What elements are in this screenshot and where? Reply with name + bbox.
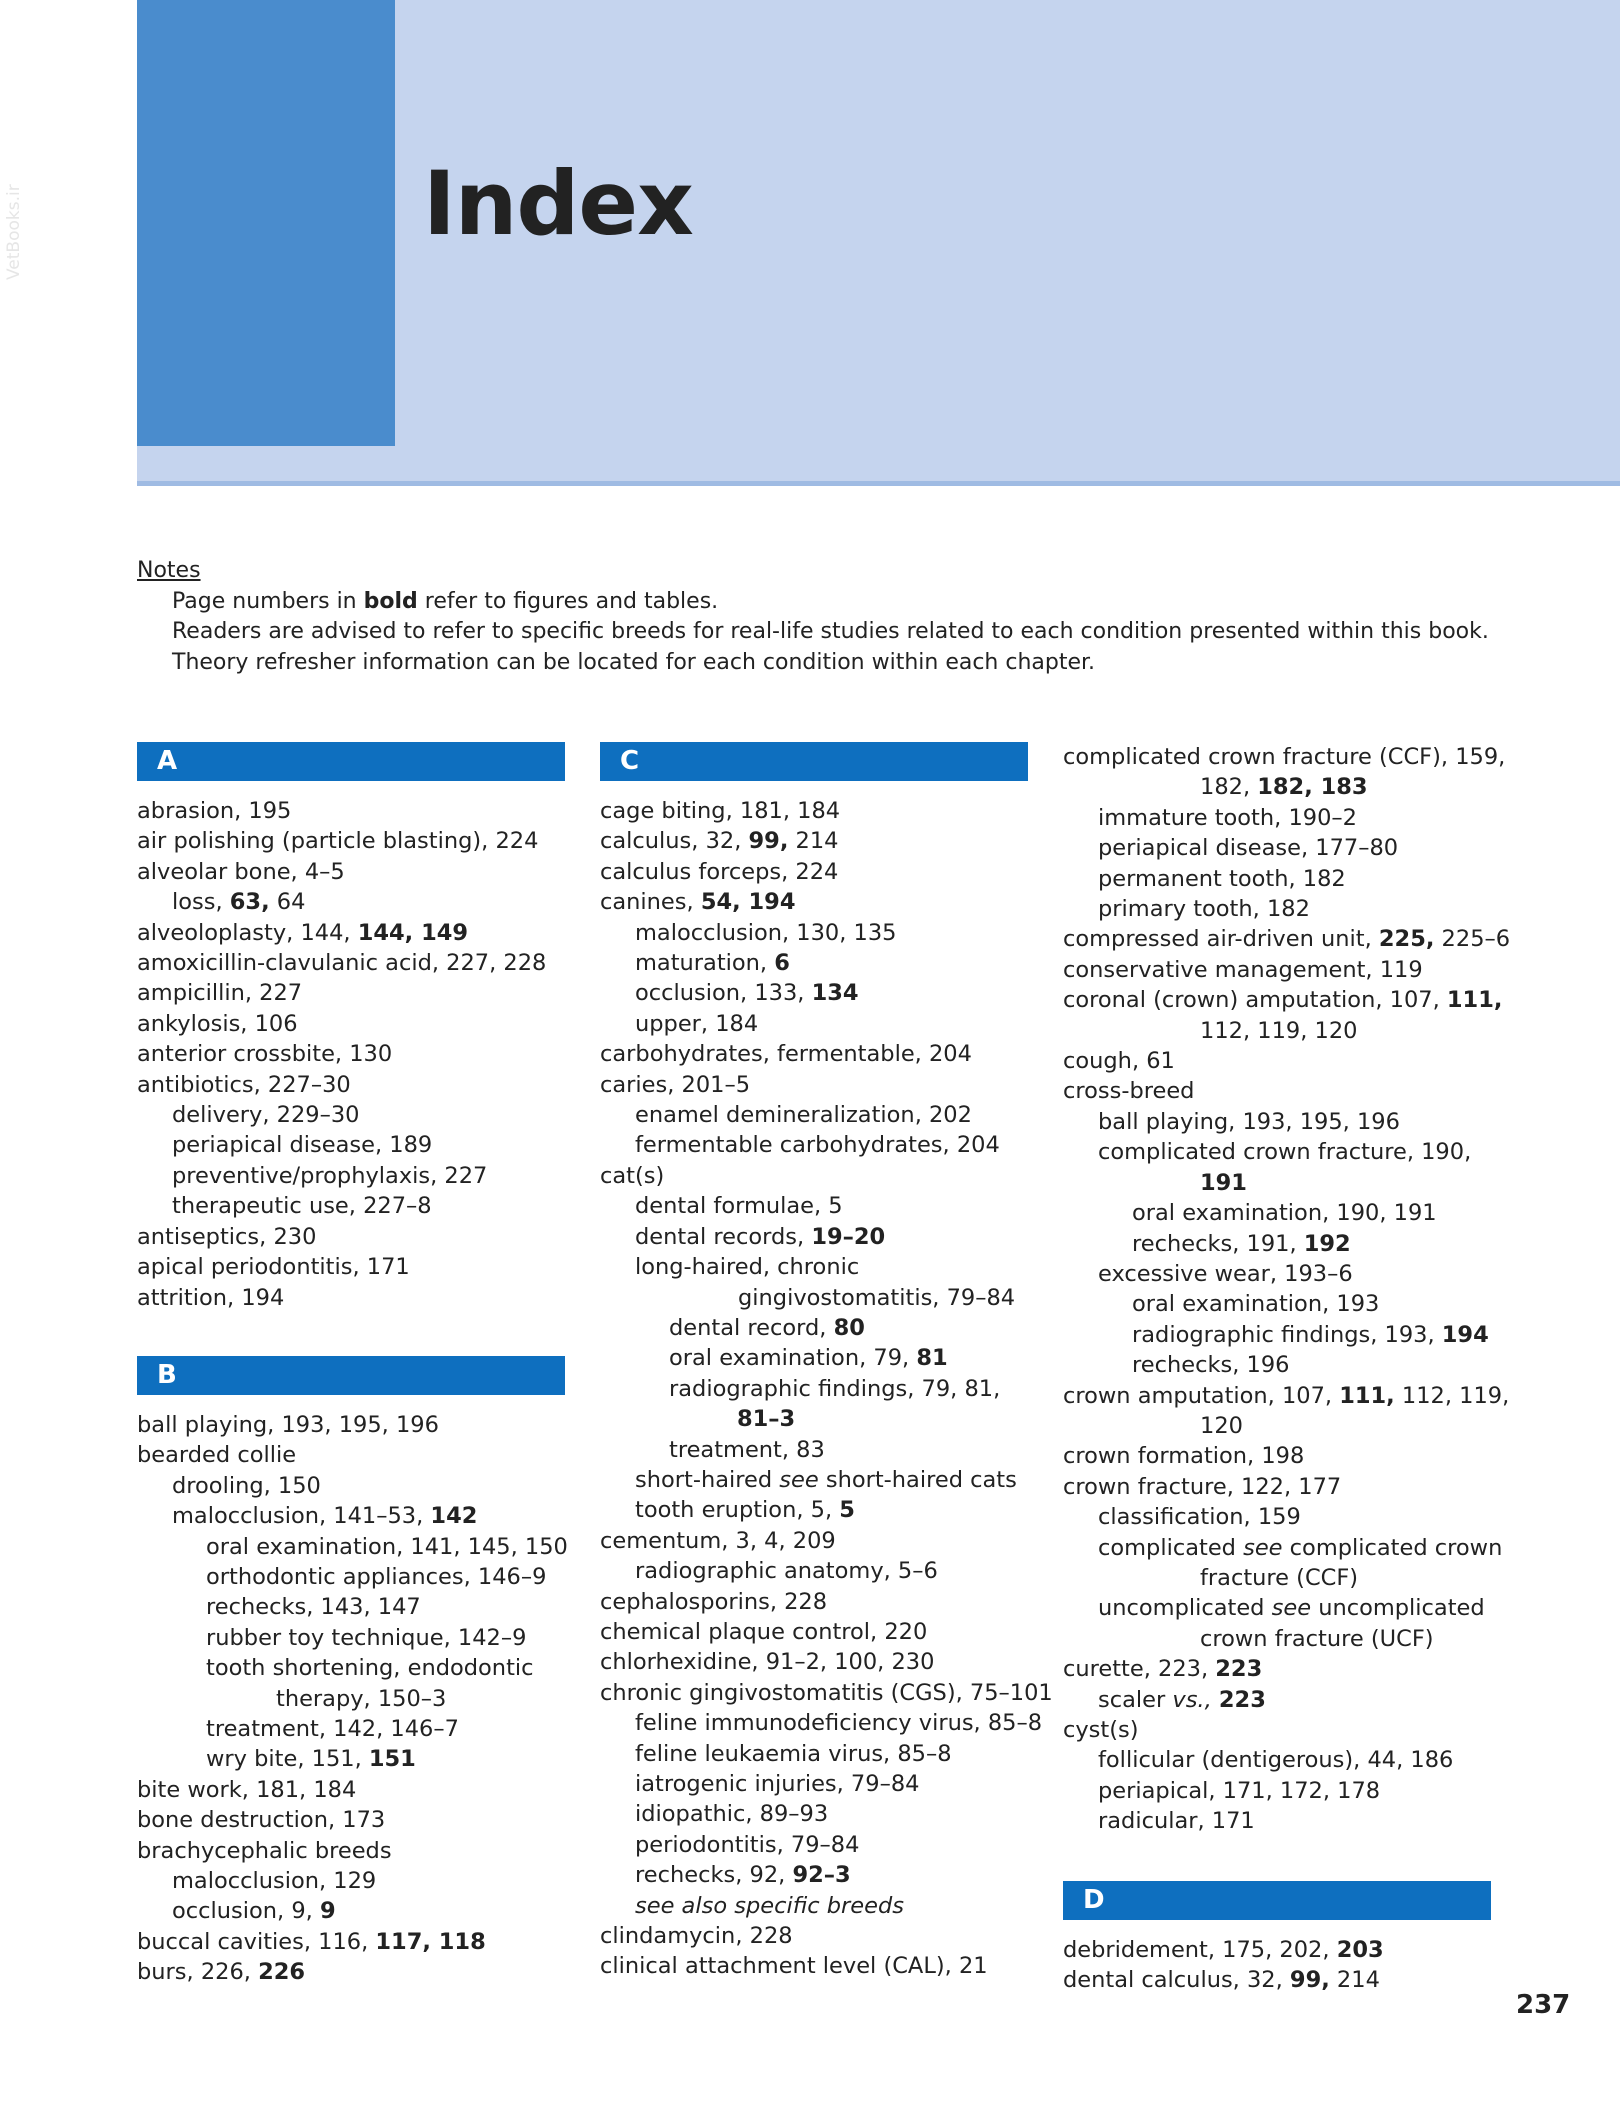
index-entry — [137, 1836, 607, 1866]
index-entry — [600, 1647, 1070, 1677]
entry-text: fracture (CCF) — [1200, 1564, 1359, 1591]
index-entry — [600, 1739, 1070, 1769]
index-entry — [137, 1252, 607, 1282]
entry-text: malocclusion, 130, 135 — [635, 919, 897, 946]
index-entry — [137, 1501, 607, 1531]
index-entry — [137, 1410, 607, 1440]
bold-page-ref: 192 — [1303, 1230, 1351, 1257]
index-entry — [1063, 894, 1533, 924]
entry-text: crown fracture, 122, 177 — [1063, 1473, 1342, 1500]
entry-text: bearded collie — [137, 1442, 297, 1469]
index-entry — [600, 1435, 1070, 1465]
index-entry — [1063, 1259, 1533, 1289]
entry-text: scaler — [1098, 1686, 1173, 1713]
index-entry — [137, 1927, 607, 1957]
entry-text: enamel demineralization, 202 — [635, 1102, 972, 1129]
entry-text: alveoloplasty, 144, — [137, 919, 358, 946]
index-entry — [1063, 1411, 1533, 1441]
index-entry — [137, 918, 607, 948]
index-entry — [600, 1070, 1070, 1100]
section-header-a: A — [137, 742, 565, 781]
index-entry — [600, 1283, 1070, 1313]
entry-text: wry bite, 151, — [206, 1746, 369, 1773]
index-entry — [600, 1556, 1070, 1586]
entry-text: buccal cavities, 116, — [137, 1928, 376, 1955]
bold-page-ref: 144, 149 — [357, 919, 469, 946]
entry-text: coronal (crown) amputation, 107, — [1063, 987, 1447, 1014]
index-entry — [600, 978, 1070, 1008]
entries-list-c-continued — [1063, 742, 1533, 1837]
index-entry — [137, 1532, 607, 1562]
index-entry — [600, 1799, 1070, 1829]
index-entry — [137, 1191, 607, 1221]
index-entry — [600, 1009, 1070, 1039]
entry-text: dental records, — [635, 1223, 812, 1250]
index-entry — [1063, 1685, 1533, 1715]
entry-text: rubber toy technique, 142–9 — [206, 1624, 527, 1651]
index-entry — [1063, 1289, 1533, 1319]
entry-text: follicular (dentigerous), 44, 186 — [1098, 1747, 1454, 1774]
bold-page-ref: 63, — [229, 889, 270, 916]
index-entry — [600, 1343, 1070, 1373]
index-entry — [600, 1769, 1070, 1799]
index-entry — [1063, 1137, 1533, 1167]
index-entry — [137, 1471, 607, 1501]
entry-text: maturation, — [635, 950, 775, 977]
entry-text: periodontitis, 79–84 — [635, 1831, 860, 1858]
entry-text: feline immunodeficiency virus, 85–8 — [635, 1710, 1043, 1737]
index-entry — [600, 1891, 1070, 1921]
entry-text: debridement, 175, 202, — [1063, 1936, 1337, 1963]
entry-text: clindamycin, 228 — [600, 1923, 793, 1950]
index-entry — [600, 1951, 1070, 1981]
entry-text: cyst(s) — [1063, 1717, 1139, 1743]
index-entry — [1063, 1935, 1533, 1965]
index-entry — [1063, 1016, 1533, 1046]
index-entry — [1063, 985, 1533, 1015]
bold-page-ref: 117, 118 — [375, 1928, 486, 1955]
entry-text: compressed air-driven unit, — [1063, 926, 1379, 953]
index-entry — [137, 1283, 607, 1313]
entry-text: short-haired — [635, 1466, 780, 1493]
entry-text: 64 — [269, 889, 306, 916]
entry-text: 225–6 — [1434, 926, 1511, 953]
entry-text: ankylosis, 106 — [137, 1010, 298, 1037]
index-entry — [600, 1465, 1070, 1495]
entry-text: bone destruction, 173 — [137, 1807, 386, 1834]
entry-text: antibiotics, 227–30 — [137, 1071, 351, 1098]
bold-page-ref: 223 — [1218, 1686, 1266, 1713]
index-entry — [600, 1860, 1070, 1890]
entry-text: cat(s) — [600, 1162, 665, 1189]
italic-text: see — [779, 1466, 819, 1493]
index-entry — [600, 1252, 1070, 1282]
bold-page-ref: 203 — [1336, 1936, 1384, 1963]
index-entry — [1063, 1441, 1533, 1471]
italic-text: vs., — [1172, 1686, 1212, 1713]
index-entry — [600, 1039, 1070, 1069]
index-entry — [137, 978, 607, 1008]
bold-page-ref: 194 — [1441, 1321, 1489, 1348]
entry-text: air polishing (particle blasting), 224 — [137, 828, 539, 855]
entry-text: ampicillin, 227 — [137, 980, 303, 1007]
index-entry — [600, 1222, 1070, 1252]
entry-text: loss, — [172, 889, 230, 916]
entries-list-d — [1063, 1935, 1533, 1996]
index-entry — [137, 1653, 607, 1683]
index-entry — [1063, 1350, 1533, 1380]
entry-text: anterior crossbite, 130 — [137, 1041, 393, 1068]
index-entry — [137, 796, 607, 826]
entry-text: feline leukaemia virus, 85–8 — [635, 1740, 952, 1767]
bold-page-ref: 182, 183 — [1257, 774, 1368, 801]
index-entry — [137, 1957, 607, 1987]
index-entry — [137, 1623, 607, 1653]
entry-text: clinical attachment level (CAL), 21 — [600, 1953, 988, 1980]
index-column-3 — [1063, 742, 1533, 1995]
entry-text: crown fracture (UCF) — [1200, 1625, 1434, 1652]
entry-text: idiopathic, 89–93 — [635, 1801, 829, 1828]
bold-page-ref: 134 — [811, 980, 859, 1007]
index-entry — [600, 1191, 1070, 1221]
entry-text: calculus forceps, 224 — [600, 858, 839, 885]
entry-text: amoxicillin-clavulanic acid, 227, 228 — [137, 950, 547, 977]
entry-text: occlusion, 9, — [172, 1898, 320, 1925]
bold-page-ref: 99, — [748, 828, 789, 855]
entry-text: chronic gingivostomatitis (CGS), 75–101 — [600, 1679, 1053, 1706]
entry-text: burs, 226, — [137, 1959, 259, 1986]
entry-text: complicated crown fracture (CCF), 159, — [1063, 744, 1506, 770]
entry-text: crown amputation, 107, — [1063, 1382, 1340, 1409]
index-entry — [1063, 1533, 1533, 1563]
entry-text: ball playing, 193, 195, 196 — [1098, 1108, 1400, 1135]
entry-text: dental formulae, 5 — [635, 1193, 843, 1220]
bold-page-ref: 92–3 — [792, 1862, 851, 1889]
index-entry — [600, 796, 1070, 826]
entry-text: cross-breed — [1063, 1078, 1195, 1105]
entry-text: treatment, 83 — [669, 1436, 825, 1463]
index-entry — [600, 1921, 1070, 1951]
index-entry — [600, 1830, 1070, 1860]
index-entry — [137, 1562, 607, 1592]
entry-text: crown formation, 198 — [1063, 1443, 1305, 1470]
index-entry — [137, 1896, 607, 1926]
index-entry — [600, 1374, 1070, 1404]
index-entry — [137, 1866, 607, 1896]
index-entry — [600, 1161, 1070, 1191]
index-entry — [137, 1130, 607, 1160]
entry-text: iatrogenic injuries, 79–84 — [635, 1771, 920, 1797]
section-header-c: C — [600, 742, 1028, 781]
notes-line-text: Page numbers in — [172, 588, 364, 614]
entry-text: cephalosporins, 228 — [600, 1588, 828, 1615]
entry-text: uncomplicated — [1311, 1595, 1485, 1622]
entry-text: 120 — [1200, 1412, 1243, 1439]
entry-text: gingivostomatitis, 79–84 — [738, 1284, 1016, 1311]
entry-text: brachycephalic breeds — [137, 1837, 392, 1864]
entry-text: calculus, 32, — [600, 828, 749, 855]
entry-text: 112, 119, 120 — [1200, 1017, 1358, 1044]
entry-text: rechecks, 143, 147 — [206, 1594, 421, 1621]
index-entry — [600, 1587, 1070, 1617]
entry-text: long-haired, chronic — [635, 1254, 860, 1281]
index-entry — [600, 1404, 1070, 1434]
index-entry — [600, 1313, 1070, 1343]
bold-page-ref: 81–3 — [737, 1406, 796, 1433]
bold-page-ref: 80 — [833, 1314, 865, 1341]
entry-text: rechecks, 92, — [635, 1862, 793, 1889]
entry-text: chemical plaque control, 220 — [600, 1618, 928, 1645]
entry-text: oral examination, 141, 145, 150 — [206, 1533, 568, 1560]
entry-text: orthodontic appliances, 146–9 — [206, 1563, 547, 1590]
section-header-d: D — [1063, 1881, 1491, 1920]
index-entry — [137, 1714, 607, 1744]
index-entry — [137, 1684, 607, 1714]
index-entry — [1063, 955, 1533, 985]
entry-text: tooth eruption, 5, — [635, 1497, 840, 1524]
index-entry — [137, 1161, 607, 1191]
index-entry — [1063, 1198, 1533, 1228]
index-entry — [1063, 864, 1533, 894]
entry-text — [1212, 1687, 1219, 1713]
entry-text: complicated — [1098, 1534, 1244, 1561]
entry-text: dental calculus, 32, — [1063, 1967, 1290, 1994]
entry-text: cage biting, 181, 184 — [600, 798, 841, 824]
index-entry — [1063, 772, 1533, 802]
entry-text: periapical, 171, 172, 178 — [1098, 1777, 1381, 1804]
index-entry — [600, 826, 1070, 856]
entry-text: periapical disease, 189 — [172, 1132, 433, 1159]
entry-text: conservative management, 119 — [1063, 956, 1423, 983]
index-entry — [1063, 1046, 1533, 1076]
bold-page-ref: 151 — [368, 1746, 416, 1773]
index-entry — [600, 1495, 1070, 1525]
entry-text: cough, 61 — [1063, 1048, 1175, 1075]
bold-page-ref: 99, — [1289, 1967, 1330, 1994]
index-entry — [1063, 1776, 1533, 1806]
index-entry — [1063, 1806, 1533, 1836]
entry-text: delivery, 229–30 — [172, 1102, 360, 1129]
index-entry — [600, 1100, 1070, 1130]
entry-text: upper, 184 — [635, 1010, 759, 1037]
entry-text: excessive wear, 193–6 — [1098, 1260, 1353, 1287]
entry-text: oral examination, 79, — [669, 1345, 917, 1372]
index-entry — [600, 1130, 1070, 1160]
index-entry — [137, 1440, 607, 1470]
entry-text: attrition, 194 — [137, 1284, 285, 1311]
index-entry — [1063, 1076, 1533, 1106]
entries-list-a — [137, 796, 607, 1313]
entry-text: malocclusion, 129 — [172, 1868, 377, 1894]
page-number: 237 — [1516, 1990, 1571, 2020]
entry-text: abrasion, 195 — [137, 798, 292, 824]
index-entry — [1063, 1965, 1533, 1995]
entry-text: uncomplicated — [1098, 1595, 1272, 1622]
index-entry — [1063, 1229, 1533, 1259]
entry-text: therapeutic use, 227–8 — [172, 1193, 432, 1220]
entry-text: curette, 223, — [1063, 1656, 1216, 1683]
bold-page-ref: 225, — [1378, 926, 1435, 953]
entry-text: immature tooth, 190–2 — [1098, 804, 1357, 831]
entry-text: primary tooth, 182 — [1098, 896, 1310, 923]
index-entry — [600, 1617, 1070, 1647]
index-entry — [137, 1805, 607, 1835]
notes-line-theory: Theory refresher information can be located for each condition within each chapter. — [172, 649, 1096, 675]
entry-text: classification, 159 — [1098, 1504, 1301, 1531]
entries-list-c — [600, 796, 1070, 1982]
entry-text: drooling, 150 — [172, 1472, 321, 1499]
bold-page-ref: 54, 194 — [700, 889, 796, 916]
notes-bold-word: bold — [363, 588, 418, 614]
entry-text: radicular, 171 — [1098, 1808, 1255, 1835]
entry-text: caries, 201–5 — [600, 1071, 751, 1098]
entry-text: 182, — [1200, 774, 1258, 801]
index-entry — [137, 1100, 607, 1130]
index-entry — [1063, 1593, 1533, 1623]
notes-block — [137, 556, 1489, 678]
notes-heading: Notes — [137, 558, 201, 583]
index-entry — [137, 1744, 607, 1774]
entry-text: preventive/prophylaxis, 227 — [172, 1162, 488, 1189]
index-entry — [600, 1708, 1070, 1738]
index-entry — [1063, 1624, 1533, 1654]
header-rule — [137, 481, 1620, 486]
entry-text: rechecks, 191, — [1132, 1230, 1304, 1257]
index-entry — [600, 857, 1070, 887]
notes-line-bold-pages — [137, 587, 1489, 618]
bold-page-ref: 226 — [258, 1959, 306, 1986]
index-entry — [137, 887, 607, 917]
index-entry — [600, 948, 1070, 978]
entry-text: bite work, 181, 184 — [137, 1776, 357, 1803]
entry-text: periapical disease, 177–80 — [1098, 835, 1399, 862]
index-entry — [137, 1775, 607, 1805]
entry-text: dental record, — [669, 1314, 834, 1341]
entry-text: 112, 119, — [1394, 1382, 1510, 1409]
index-entry — [137, 1009, 607, 1039]
entry-text: apical periodontitis, 171 — [137, 1254, 410, 1281]
entry-text: 214 — [788, 828, 839, 855]
index-entry — [600, 918, 1070, 948]
index-entry — [137, 1222, 607, 1252]
entry-text: oral examination, 193 — [1132, 1291, 1380, 1318]
index-entry — [600, 1678, 1070, 1708]
index-entry — [1063, 742, 1533, 772]
entry-text: fermentable carbohydrates, 204 — [635, 1132, 1000, 1159]
entry-text: alveolar bone, 4–5 — [137, 858, 345, 885]
entry-text: treatment, 142, 146–7 — [206, 1715, 459, 1742]
index-column-1 — [137, 742, 607, 1988]
index-entry — [1063, 924, 1533, 954]
index-entry — [600, 1526, 1070, 1556]
index-entry — [137, 1070, 607, 1100]
section-header-b: B — [137, 1356, 565, 1395]
watermark: VetBooks.ir — [4, 184, 24, 280]
bold-page-ref: 6 — [774, 950, 790, 977]
index-entry — [1063, 1715, 1533, 1745]
entry-text: cementum, 3, 4, 209 — [600, 1527, 836, 1554]
index-entry — [600, 887, 1070, 917]
index-entry — [1063, 1381, 1533, 1411]
entry-text: ball playing, 193, 195, 196 — [137, 1411, 439, 1438]
bold-page-ref: 223 — [1215, 1656, 1263, 1683]
index-column-2 — [600, 742, 1070, 1982]
italic-text: see also specific breeds — [635, 1892, 904, 1919]
bold-page-ref: 142 — [430, 1503, 478, 1530]
index-entry — [137, 826, 607, 856]
page-title: Index — [423, 152, 693, 255]
entry-text: complicated crown fracture, 190, — [1098, 1139, 1472, 1166]
bold-page-ref: 191 — [1200, 1169, 1247, 1196]
italic-text: see — [1271, 1595, 1312, 1622]
index-entry — [1063, 1654, 1533, 1684]
entry-text: carbohydrates, fermentable, 204 — [600, 1041, 972, 1068]
index-entry — [1063, 1320, 1533, 1350]
entry-text: canines, — [600, 889, 701, 916]
index-entry — [137, 1039, 607, 1069]
index-entry — [1063, 1107, 1533, 1137]
index-entry — [1063, 833, 1533, 863]
entry-text: permanent tooth, 182 — [1098, 865, 1346, 892]
index-entry — [1063, 1563, 1533, 1593]
entry-text: radiographic findings, 193, — [1132, 1321, 1442, 1348]
entries-list-b — [137, 1410, 607, 1988]
bold-page-ref: 9 — [319, 1898, 336, 1925]
entry-text: short-haired cats — [818, 1466, 1017, 1493]
notes-line-breeds: Readers are advised to refer to specific breeds for real-life studies related to each condition presented within this book. — [172, 619, 1489, 644]
bold-page-ref: 111, — [1446, 987, 1503, 1014]
header-accent-block — [137, 0, 395, 446]
bold-page-ref: 5 — [839, 1497, 855, 1524]
index-entry — [1063, 1502, 1533, 1532]
entry-text: oral examination, 190, 191 — [1132, 1200, 1437, 1227]
entry-text: radiographic findings, 79, 81, — [669, 1375, 1001, 1402]
entry-text: malocclusion, 141–53, — [172, 1503, 431, 1530]
entry-text: therapy, 150–3 — [276, 1685, 447, 1712]
index-entry — [137, 1592, 607, 1622]
entry-text: complicated crown — [1282, 1534, 1503, 1561]
entry-text: chlorhexidine, 91–2, 100, 230 — [600, 1649, 935, 1676]
bold-page-ref: 19–20 — [811, 1223, 886, 1250]
notes-line-text: refer to figures and tables. — [417, 588, 719, 614]
bold-page-ref: 111, — [1339, 1382, 1395, 1409]
index-entry — [1063, 1745, 1533, 1775]
entry-text: tooth shortening, endodontic — [206, 1655, 534, 1682]
index-entry — [1063, 1472, 1533, 1502]
index-entry — [1063, 1168, 1533, 1198]
entry-text: occlusion, 133, — [635, 980, 812, 1007]
entry-text: 214 — [1329, 1967, 1380, 1994]
entry-text: radiographic anatomy, 5–6 — [635, 1558, 938, 1585]
index-entry — [137, 857, 607, 887]
entry-text: antiseptics, 230 — [137, 1223, 317, 1250]
index-entry — [137, 948, 607, 978]
italic-text: see — [1243, 1534, 1283, 1561]
index-entry — [1063, 803, 1533, 833]
bold-page-ref: 81 — [916, 1345, 948, 1372]
entry-text: rechecks, 196 — [1132, 1352, 1290, 1379]
